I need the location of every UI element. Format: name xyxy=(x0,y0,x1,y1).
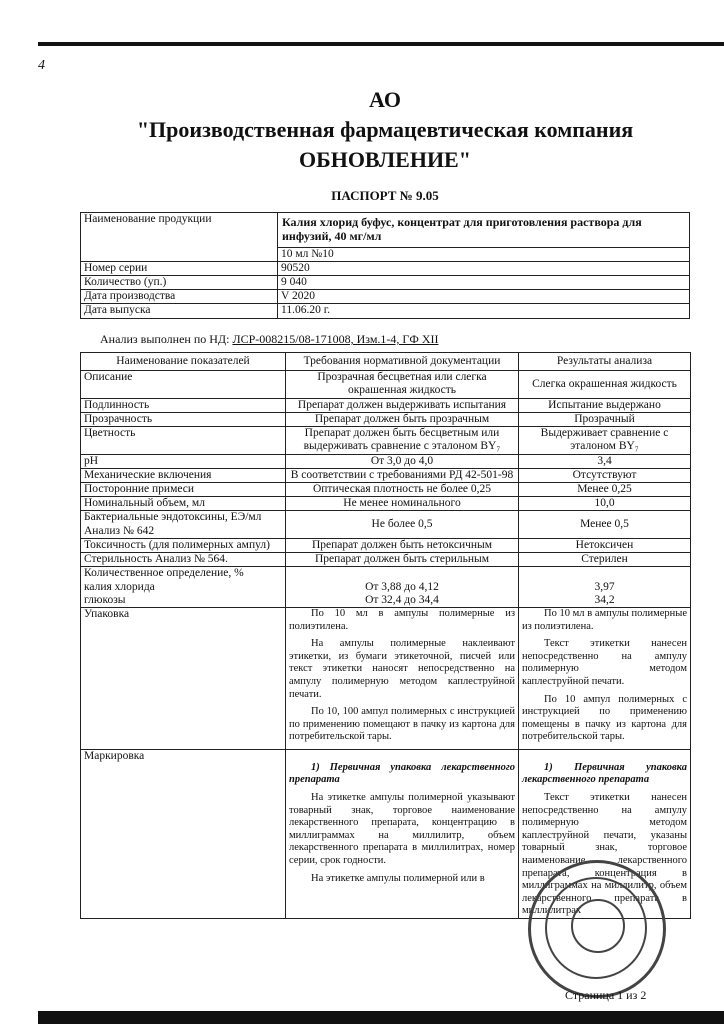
marking-req-p2: На этикетке ампулы полимерной или в xyxy=(311,872,485,884)
row-result: Стерилен xyxy=(519,553,691,567)
packaging-res-p2: Текст этикетки нанесен непосредственно на ампулу полимерную методом каплеструйной печати. xyxy=(522,638,687,687)
scan-top-border xyxy=(38,42,724,46)
header-indicator: Наименование показателей xyxy=(81,353,286,371)
header-requirements: Требования нормативной документации xyxy=(286,353,519,371)
series-label: Номер серии xyxy=(81,261,278,275)
passport-title: ПАСПОРТ № 9.05 xyxy=(331,188,439,203)
release-date-label: Дата выпуска xyxy=(81,304,278,318)
row-name: Стерильность Анализ № 564. xyxy=(81,553,286,567)
row-result: 3,4 xyxy=(519,454,691,468)
company-title-line1: АО xyxy=(369,87,401,112)
quant-names xyxy=(81,567,286,608)
release-date-value: 11.06.20 г. xyxy=(278,304,690,318)
row-result: Нетоксичен xyxy=(519,538,691,552)
quant-req-kcl: От 3,88 до 4,12 xyxy=(365,580,439,593)
row-requirement: Прозрачная бесцветная или слегка окрашенная жидкость xyxy=(286,371,519,398)
row-name: Токсичность (для полимерных ампул) xyxy=(81,538,286,552)
header-results: Результаты анализа xyxy=(519,353,691,371)
packaging-req-p3: По 10, 100 ампул полимерных с инструкцией по применению помещают в пачку из картона для потребительской тары. xyxy=(289,706,515,743)
scan-bottom-border xyxy=(38,1011,724,1024)
row-name: Описание xyxy=(81,371,286,398)
quant-res-glucose: 34,2 xyxy=(594,593,615,606)
page-mark: 4 xyxy=(38,58,45,73)
row-requirement: Препарат должен быть прозрачным xyxy=(286,412,519,426)
table-row xyxy=(81,371,691,398)
row-name: Бактериальные эндотоксины, ЕЭ/мл Анализ № 642 xyxy=(81,511,286,538)
product-info-table xyxy=(80,212,690,319)
quant-res-kcl: 3,97 xyxy=(594,580,615,593)
row-requirement: Не более 0,5 xyxy=(286,511,519,538)
row-result: Менее 0,5 xyxy=(519,511,691,538)
row-requirement: Препарат должен выдерживать испытания xyxy=(286,398,519,412)
row-requirement: От 3,0 до 4,0 xyxy=(286,454,519,468)
quantity-label: Количество (уп.) xyxy=(81,276,278,290)
table-row xyxy=(81,427,691,454)
marking-req-p1: На этикетке ампулы полимерной указывают товарный знак, торговое наименование лекарственного препарата, концентрацию в миллиграммах на миллилитр, объем лекарственного препарата в миллилитрах, номер серии, срок годности. xyxy=(289,792,515,867)
row-requirement: Препарат должен быть бесцветным или выдерживать сравнение с эталоном BY₇ xyxy=(286,427,519,454)
table-row xyxy=(81,553,691,567)
table-row xyxy=(81,398,691,412)
row-result: Слегка окрашенная жидкость xyxy=(519,371,691,398)
marking-res-sub: 1) Первичная упаковка лекарственного препарата xyxy=(522,761,687,786)
row-result: Отсутствуют xyxy=(519,468,691,482)
company-seal xyxy=(528,860,666,998)
company-title-line2: "Производственная фармацевтическая компания xyxy=(136,117,634,142)
marking-name: Маркировка xyxy=(81,749,286,918)
product-name-value: Калия хлорид буфус, концентрат для приготовления раствора для инфузий, 40 мг/мл xyxy=(278,213,690,248)
row-name: pH xyxy=(81,454,286,468)
row-name: Прозрачность xyxy=(81,412,286,426)
packaging-requirement xyxy=(286,607,519,749)
quant-title: Количественное определение, % xyxy=(84,567,244,580)
row-result: Прозрачный xyxy=(519,412,691,426)
packaging-res-p3: По 10 ампул полимерных с инструкцией по применению помещены в пачку из картона для потребительской тары. xyxy=(522,693,687,743)
row-name: Номинальный объем, мл xyxy=(81,497,286,511)
quant-results xyxy=(519,567,691,608)
analysis-reference xyxy=(100,332,438,347)
series-value: 90520 xyxy=(278,261,690,275)
analysis-doc: ЛСР-008215/08-171008, Изм.1-4, ГФ XII xyxy=(232,332,439,346)
packaging-req-p2: На ампулы полимерные наклеивают этикетки, из бумаги этикеточной, писчей или текст этикетки наносят непосредственно на ампулу полимерную методом каплеструйной печати. xyxy=(289,638,515,700)
row-name: Подлинность xyxy=(81,398,286,412)
row-result: Менее 0,25 xyxy=(519,482,691,496)
marking-requirement xyxy=(286,749,519,918)
row-requirement: Не менее номинального xyxy=(286,497,519,511)
table-row xyxy=(81,607,691,749)
quant-kcl: калия хлорида xyxy=(84,580,155,593)
company-title-line3: ОБНОВЛЕНИЕ" xyxy=(299,147,471,172)
production-date-label: Дата производства xyxy=(81,290,278,304)
quant-requirements xyxy=(286,567,519,608)
row-name: Посторонние примеси xyxy=(81,482,286,496)
row-requirement: Препарат должен быть стерильным xyxy=(286,553,519,567)
table-row xyxy=(81,538,691,552)
product-name-label: Наименование продукции xyxy=(81,213,278,262)
table-row xyxy=(81,497,691,511)
quantity-value: 9 040 xyxy=(278,276,690,290)
table-row xyxy=(81,454,691,468)
row-name: Цветность xyxy=(81,427,286,454)
row-result: 10,0 xyxy=(519,497,691,511)
packaging-req-p1: По 10 мл в ампулы полимерные из полиэтилена. xyxy=(289,607,515,632)
quant-glucose: глюкозы xyxy=(84,593,126,606)
table-row xyxy=(81,511,691,538)
row-name: Механические включения xyxy=(81,468,286,482)
marking-req-sub: 1) Первичная упаковка лекарственного препарата xyxy=(289,761,515,786)
row-requirement: В соответствии с требованиями РД 42-501-98 xyxy=(286,468,519,482)
packaging-res-p1: По 10 мл в ампулы полимерные из полиэтилена. xyxy=(522,607,687,632)
table-row xyxy=(81,567,691,608)
row-requirement: Оптическая плотность не более 0,25 xyxy=(286,482,519,496)
row-requirement: Препарат должен быть нетоксичным xyxy=(286,538,519,552)
quant-req-glucose: От 32,4 до 34,4 xyxy=(365,593,439,606)
table-row xyxy=(81,482,691,496)
analysis-prefix: Анализ выполнен по НД: xyxy=(100,332,230,346)
marking-res-p1: Текст этикетки нанесен непосредственно на ампулу полимерную методом каплеструйной печати, указаны товарный знак, торговое наименование лекарственного препарата, концентрация в миллиграммах на миллилитр, объем лекарственного препарата в миллилитрах xyxy=(522,792,687,917)
page-footer: Страница 1 из 2 xyxy=(565,988,647,1002)
analysis-table xyxy=(80,352,691,919)
seal-center xyxy=(571,899,625,953)
row-result: Испытание выдержано xyxy=(519,398,691,412)
packaging-name: Упаковка xyxy=(81,607,286,749)
production-date-value: V 2020 xyxy=(278,290,690,304)
table-row xyxy=(81,468,691,482)
packaging-result xyxy=(519,607,691,749)
row-result: Выдерживает сравнение с эталоном BY₇ xyxy=(519,427,691,454)
product-pack-value: 10 мл №10 xyxy=(278,247,690,261)
table-row xyxy=(81,412,691,426)
